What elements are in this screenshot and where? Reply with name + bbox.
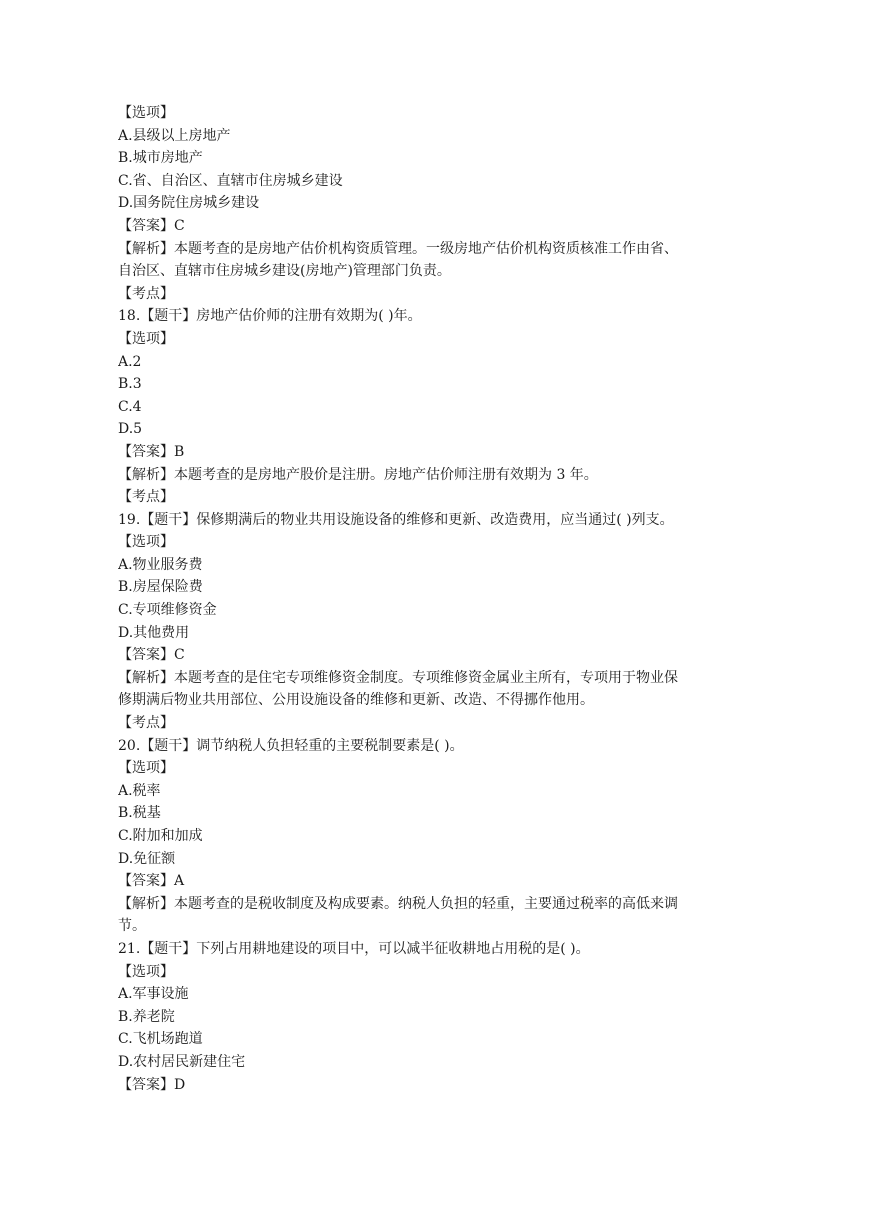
option-a: A.物业服务费	[118, 556, 203, 573]
explanation-continued: 自治区、直辖市住房城乡建设(房地产)管理部门负责。	[118, 263, 451, 280]
key-point-heading: 【考点】	[118, 715, 174, 732]
option-d: D.农村居民新建住宅	[118, 1053, 246, 1070]
option-d: D.其他费用	[118, 624, 190, 641]
option-d: D.免征额	[118, 850, 176, 867]
explanation: 【解析】本题考查的是房地产估价机构资质管理。一级房地产估价机构资质核准工作由省、	[118, 240, 678, 257]
option-a: A.2	[118, 353, 142, 370]
option-b: B.税基	[118, 805, 161, 822]
explanation: 【解析】本题考查的是住宅专项维修资金制度。专项维修资金属业主所有，专项用于物业保	[118, 669, 678, 686]
options-heading: 【选项】	[118, 534, 174, 551]
options-heading: 【选项】	[118, 330, 174, 347]
answer: 【答案】D	[118, 1076, 186, 1093]
option-d: D.国务院住房城乡建设	[118, 195, 260, 212]
option-d: D.5	[118, 421, 143, 438]
explanation-continued: 节。	[118, 918, 146, 935]
key-point-heading: 【考点】	[118, 489, 174, 506]
answer: 【答案】C	[118, 647, 185, 664]
question-19-stem: 19.【题干】保修期满后的物业共用设施设备的维修和更新、改造费用，应当通过( )列支。	[118, 511, 674, 528]
explanation: 【解析】本题考查的是房地产股价是注册。房地产估价师注册有效期为 3 年。	[118, 466, 598, 483]
options-heading: 【选项】	[118, 105, 174, 121]
explanation: 【解析】本题考查的是税收制度及构成要素。纳税人负担的轻重，主要通过税率的高低来调	[118, 895, 678, 912]
option-a: A.军事设施	[118, 986, 189, 1003]
document-page	[118, 102, 748, 1096]
question-20-stem: 20.【题干】调节纳税人负担轻重的主要税制要素是( )。	[118, 737, 464, 754]
option-b: B.城市房地产	[118, 150, 203, 167]
answer: 【答案】B	[118, 443, 185, 460]
option-c: C.附加和加成	[118, 828, 203, 844]
key-point-heading: 【考点】	[118, 285, 174, 302]
question-18-stem: 18.【题干】房地产估价师的注册有效期为( )年。	[118, 308, 422, 325]
option-c: C.飞机场跑道	[118, 1031, 203, 1048]
option-c: C.专项维修资金	[118, 602, 217, 619]
answer: 【答案】C	[118, 217, 185, 234]
question-21-stem: 21.【题干】下列占用耕地建设的项目中，可以减半征收耕地占用税的是( )。	[118, 940, 590, 957]
options-heading: 【选项】	[118, 760, 174, 777]
option-c: C.省、自治区、直辖市住房城乡建设	[118, 172, 343, 189]
option-c: C.4	[118, 398, 142, 415]
option-b: B.养老院	[118, 1008, 175, 1025]
option-b: B.3	[118, 376, 142, 393]
options-heading: 【选项】	[118, 963, 174, 980]
answer: 【答案】A	[118, 873, 185, 890]
explanation-continued: 修期满后物业共用部位、公用设施设备的维修和更新、改造、不得挪作他用。	[118, 692, 594, 709]
option-b: B.房屋保险费	[118, 579, 203, 596]
option-a: A.税率	[118, 782, 161, 799]
option-a: A.县级以上房地产	[118, 127, 231, 144]
